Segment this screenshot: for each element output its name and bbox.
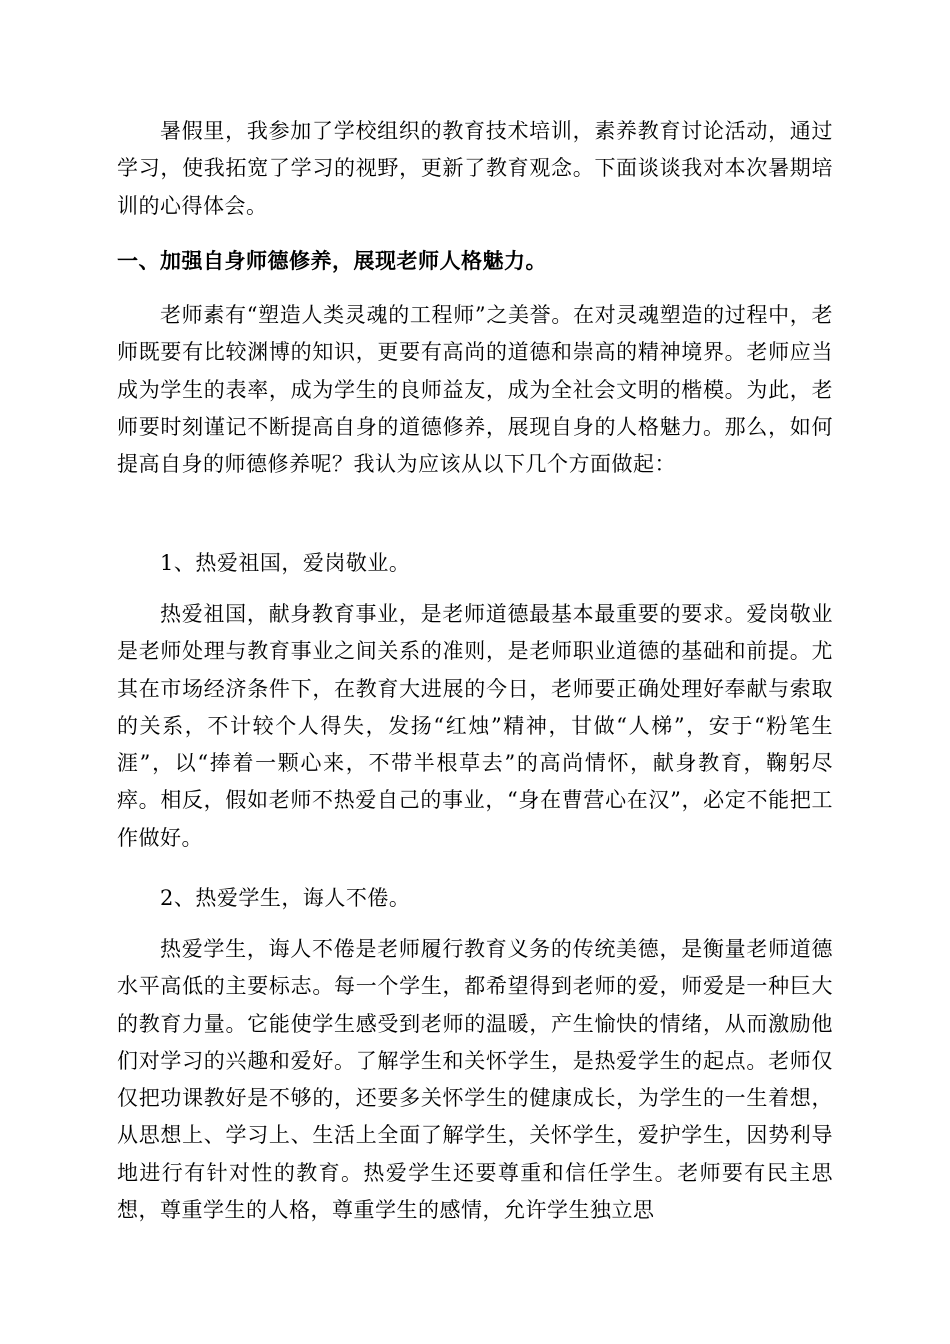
item-heading-1: 1、热爱祖国，爱岗敬业。 [160, 551, 411, 575]
section-paragraph: 老师素有“塑造人类灵魂的工程师”之美誉。在对灵魂塑造的过程中，老师既要有比较渊博的知识，更要有高尚的道德和崇高的精神境界。老师应当成为学生的表率，成为学生的良师益友，成为全社会文明的楷模。为此，老师要时刻谨记不断提高自身的道德修养，展现自身的人格魅力。那么，如何提高自身的师德修养呢？我认为应该从以下几个方面做起： [117, 303, 833, 477]
intro-paragraph: 暑假里，我参加了学校组织的教育技术培训，素养教育讨论活动，通过学习，使我拓宽了学习的视野，更新了教育观念。下面谈谈我对本次暑期培训的心得体会。 [117, 119, 833, 218]
item-heading-2: 2、热爱学生，诲人不倦。 [160, 886, 411, 910]
item-paragraph-1: 热爱祖国，献身教育事业，是老师道德最基本最重要的要求。爱岗敬业是老师处理与教育事业之间关系的准则，是老师职业道德的基础和前提。尤其在市场经济条件下，在教育大进展的今日，老师要正确处理好奉献与索取的关系，不计较个人得失，发扬“红烛”精神，甘做“人梯”，安于“粉笔生涯”，以“捧着一颗心来，不带半根草去”的高尚情怀，献身教育，鞠躬尽瘁。相反，假如老师不热爱自己的事业，“身在曹营心在汉”，必定不能把工作做好。 [117, 602, 833, 850]
item-paragraph-2: 热爱学生，诲人不倦是老师履行教育义务的传统美德，是衡量老师道德水平高低的主要标志。每一个学生，都希望得到老师的爱，师爱是一种巨大的教育力量。它能使学生感受到老师的温暖，产生愉快的情绪，从而激励他们对学习的兴趣和爱好。了解学生和关怀学生，是热爱学生的起点。老师仅仅把功课教好是不够的，还要多关怀学生的健康成长，为学生的一生着想，从思想上、学习上、生活上全面了解学生，关怀学生，爱护学生，因势利导地进行有针对性的教育。热爱学生还要尊重和信任学生。老师要有民主思想，尊重学生的人格，尊重学生的感情，允许学生独立思 [117, 937, 833, 1223]
section-heading: 一、加强自身师德修养，展现老师人格魅力。 [117, 249, 547, 273]
